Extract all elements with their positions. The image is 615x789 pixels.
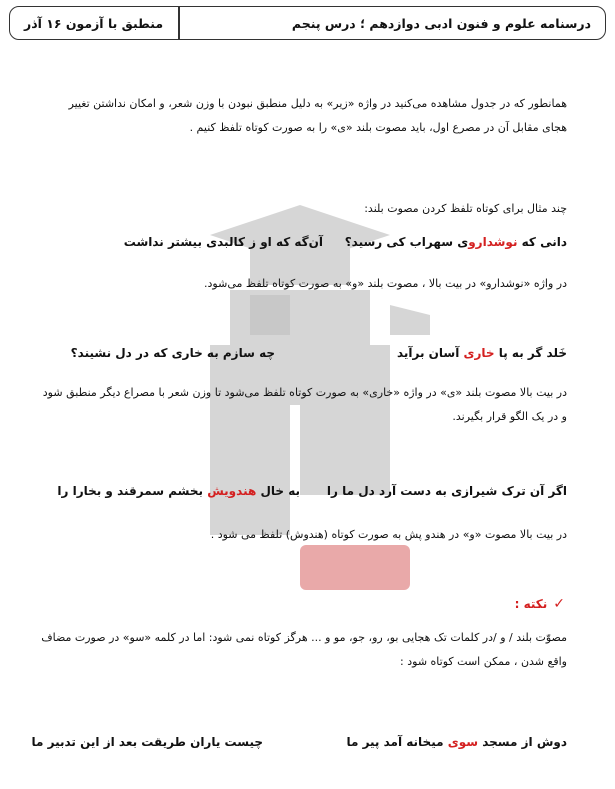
example-2-line-2: و در یک الگو قرار بگیرند. bbox=[452, 410, 567, 423]
header-title: درسنامه علوم و فنون ادبی دوازدهم ؛ درس پنجم bbox=[291, 15, 591, 31]
examples-heading: چند مثال برای کوتاه تلفظ کردن مصوت بلند: bbox=[364, 202, 567, 215]
verse-4-left: چیست یاران طریقت بعد از این تدبیر ما bbox=[31, 735, 263, 749]
example-2-explanation bbox=[27, 381, 567, 429]
verse-4-right-post: میخانه آمد پیر ما bbox=[346, 735, 448, 749]
header-box bbox=[9, 6, 606, 40]
verse-3-left bbox=[57, 484, 300, 498]
verse-2-right-post: آسان برآید bbox=[396, 346, 464, 360]
example-1-explanation: در واژه «نوشدارو» در بیت بالا ، مصوت بلند «و» به صورت کوتاه تلفظ می‌شود. bbox=[204, 277, 567, 290]
verse-3-left-pre: به خال bbox=[256, 484, 300, 498]
nokte-line-2: واقع شدن ، ممکن است کوتاه شود : bbox=[400, 655, 567, 668]
intro-paragraph bbox=[27, 92, 567, 140]
verse-2-left: چه سازم به خاری که در دل نشیند؟ bbox=[70, 346, 275, 360]
header-divider bbox=[178, 6, 180, 40]
example-3-explanation: در بیت بالا مصوت «و» در هندو پش به صورت کوتاه (هندوش) تلفظ می شود . bbox=[210, 528, 567, 541]
verse-4-right bbox=[346, 735, 567, 749]
verse-1-left: آن‌گه که او ز کالبدی بیشتر نداشت bbox=[123, 235, 323, 249]
verse-3-left-highlight: هندویش bbox=[207, 484, 257, 498]
nokte-row bbox=[515, 596, 565, 612]
intro-line-1: همانطور که در جدول مشاهده می‌کنید در واژه «زیر» به دلیل منطبق نبودن با وزن شعر، و امکان نداشتن تغییر bbox=[68, 97, 567, 110]
verse-1-right-post: ی سهراب کی رسید؟ bbox=[344, 235, 469, 249]
nokte-line-1: مصوّت بلند / و /در کلمات تک هجایی بو، رو، جو، مو و ... هرگز کوتاه نمی شود: اما در کلمه «سو» در صورت مضاف bbox=[41, 631, 567, 644]
verse-1-right-pre: دانی که bbox=[517, 235, 567, 249]
verse-4-right-highlight: سوی bbox=[447, 735, 479, 749]
verse-3-left-post: بخشم سمرقند و بخارا را bbox=[57, 484, 208, 498]
nokte-label: نکته : bbox=[514, 597, 548, 611]
verse-1-right-highlight: نوشدارو bbox=[468, 235, 518, 249]
verse-4-right-pre: دوش از مسجد bbox=[478, 735, 567, 749]
check-icon: ✓ bbox=[553, 596, 565, 612]
header-tag: منطبق با آزمون ۱۶ آذر bbox=[24, 15, 164, 31]
verse-1-right bbox=[345, 235, 567, 249]
nokte-paragraph bbox=[27, 626, 567, 674]
verse-2-right-pre: خَلد گر به پا bbox=[494, 346, 567, 360]
intro-line-2: هجای مقابل آن در مصرع اول، باید مصوت بلند «ی» را به صورت کوتاه تلفظ کنیم . bbox=[189, 121, 567, 134]
example-2-line-1: در بیت بالا مصوت بلند «ی» در واژه «خاری» به صورت کوتاه تلفظ می‌شود تا وزن شعر با مصراع دیگر منطبق شود bbox=[42, 386, 567, 399]
verse-3-right: اگر آن ترک شیرازی به دست آرد دل ما را bbox=[326, 484, 567, 498]
verse-2-right bbox=[397, 346, 567, 360]
verse-2-right-highlight: خاری bbox=[463, 346, 495, 360]
